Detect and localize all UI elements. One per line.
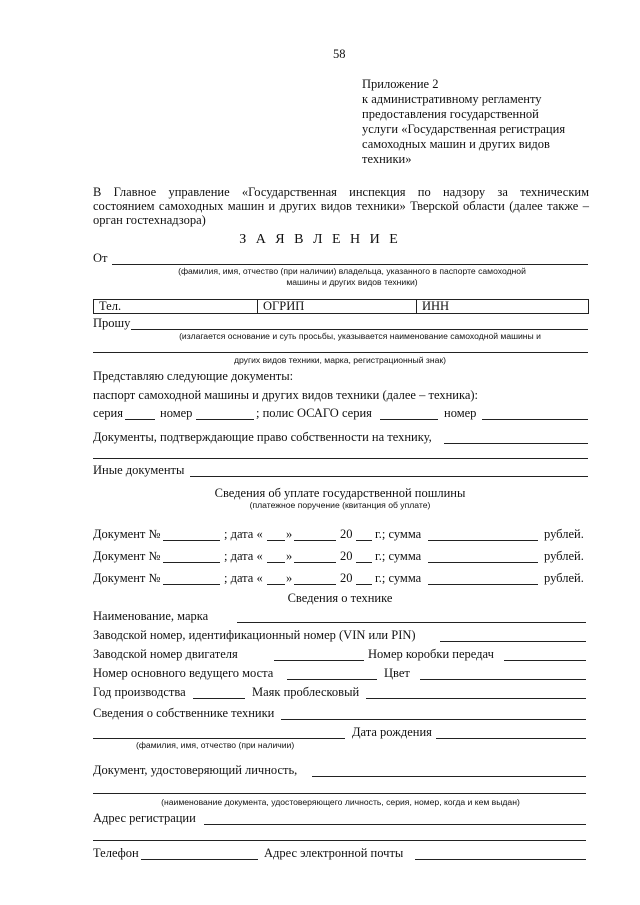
birth-label: Дата рождения — [352, 725, 432, 739]
series-field[interactable] — [125, 419, 155, 420]
address-label: Адрес регистрации — [93, 811, 196, 825]
payment-doc-field[interactable] — [163, 540, 220, 541]
payment-sum-label: г.; сумма — [375, 549, 422, 563]
addressee-line: В Главное управление «Государственная инспекция по надзору за техническим — [93, 185, 589, 199]
other-docs-label: Иные документы — [93, 463, 185, 477]
payment-date-label: ; дата « — [224, 571, 263, 585]
payment-day-field[interactable] — [267, 584, 285, 585]
payment-sum-label: г.; сумма — [375, 527, 422, 541]
phone-cell[interactable] — [93, 299, 258, 314]
payment-doc-label: Документ № — [93, 549, 161, 563]
payment-month-field[interactable] — [294, 562, 336, 563]
other-docs-field[interactable] — [190, 476, 588, 477]
engine-label: Заводской номер двигателя — [93, 647, 238, 661]
year-field[interactable] — [193, 698, 245, 699]
email-field[interactable] — [415, 859, 586, 860]
color-field[interactable] — [420, 679, 586, 680]
payment-date-label: ; дата « — [224, 549, 263, 563]
number-field[interactable] — [196, 419, 254, 420]
owner-label: Сведения о собственнике техники — [93, 706, 275, 720]
payment-date-label: ; дата « — [224, 527, 263, 541]
payment-year-label: 20 — [340, 527, 353, 541]
page-number: 58 — [333, 47, 346, 61]
request-field-2[interactable] — [93, 352, 588, 353]
payment-heading: Сведения об уплате государственной пошлины — [214, 486, 466, 500]
payment-month-field[interactable] — [294, 584, 336, 585]
payment-sum-label: г.; сумма — [375, 571, 422, 585]
ogrip-label: ОГРИП — [263, 299, 305, 313]
addressee-line: орган гостехнадзора) — [93, 213, 206, 227]
payment-doc-label: Документ № — [93, 571, 161, 585]
from-hint: (фамилия, имя, отчество (при наличии) владельца, указанного в паспорте самоходной — [178, 266, 526, 276]
payment-currency: рублей. — [544, 527, 584, 541]
series-label: серия — [93, 406, 123, 420]
appendix-line: самоходных машин и других видов — [362, 137, 550, 151]
engine-field[interactable] — [274, 660, 364, 661]
address-field-2[interactable] — [93, 840, 586, 841]
ownership-field-2[interactable] — [93, 458, 588, 459]
id-doc-field[interactable] — [312, 776, 586, 777]
axle-label: Номер основного ведущего моста — [93, 666, 274, 680]
number-label: номер — [160, 406, 193, 420]
year-label: Год производства — [93, 685, 186, 699]
owner-name-field[interactable] — [93, 738, 345, 739]
from-hint: машины и других видов техники) — [286, 277, 418, 287]
address-field[interactable] — [204, 824, 586, 825]
ogrip-cell[interactable] — [257, 299, 417, 314]
id-doc-hint: (наименование документа, удостоверяющего личность, серия, номер, когда и кем выдан) — [161, 797, 520, 807]
payment-doc-field[interactable] — [163, 562, 220, 563]
payment-day-field[interactable] — [267, 540, 285, 541]
payment-currency: рублей. — [544, 549, 584, 563]
payment-year-field[interactable] — [356, 540, 372, 541]
payment-year-label: 20 — [340, 571, 353, 585]
appendix-line: к административному регламенту — [362, 92, 542, 106]
appendix-line: Приложение 2 — [362, 77, 439, 91]
email-label: Адрес электронной почты — [264, 846, 404, 860]
birth-field[interactable] — [436, 738, 586, 739]
appendix-line: услуги «Государственная регистрация — [362, 122, 566, 136]
inn-label: ИНН — [422, 299, 450, 313]
passport-text: паспорт самоходной машины и других видов техники (далее – техника): — [93, 388, 479, 402]
id-doc-field-2[interactable] — [93, 793, 586, 794]
number2-label: номер — [444, 406, 477, 420]
owner-hint: (фамилия, имя, отчество (при наличии) — [136, 740, 295, 750]
osago-label: ; полис ОСАГО серия — [256, 406, 372, 420]
payment-currency: рублей. — [544, 571, 584, 585]
id-doc-label: Документ, удостоверяющий личность, — [93, 763, 298, 777]
gearbox-field[interactable] — [504, 660, 586, 661]
from-field[interactable] — [112, 264, 588, 265]
payment-quote: » — [286, 527, 293, 541]
payment-month-field[interactable] — [294, 540, 336, 541]
tech-name-field[interactable] — [237, 622, 586, 623]
phone-label: Тел. — [99, 299, 122, 313]
phone-field[interactable] — [141, 859, 258, 860]
ownership-label: Документы, подтверждающие право собственности на технику, — [93, 430, 432, 444]
tech-serial-label: Заводской номер, идентификационный номер (VIN или PIN) — [93, 628, 416, 642]
appendix-line: техники» — [362, 152, 412, 166]
owner-field[interactable] — [281, 719, 586, 720]
payment-day-field[interactable] — [267, 562, 285, 563]
request-hint: других видов техники, марка, регистрационный знак) — [233, 355, 447, 365]
beacon-label: Маяк проблесковый — [252, 685, 360, 699]
payment-year-field[interactable] — [356, 584, 372, 585]
gearbox-label: Номер коробки передач — [368, 647, 494, 661]
request-field[interactable] — [131, 329, 588, 330]
tech-name-label: Наименование, марка — [93, 609, 209, 623]
ownership-field[interactable] — [444, 443, 588, 444]
payment-doc-label: Документ № — [93, 527, 161, 541]
payment-sum-field[interactable] — [428, 540, 538, 541]
payment-sum-field[interactable] — [428, 584, 538, 585]
tech-heading: Сведения о технике — [287, 591, 393, 605]
payment-subheading: (платежное поручение (квитанция об уплате) — [249, 500, 431, 510]
appendix-line: предоставления государственной — [362, 107, 539, 121]
axle-field[interactable] — [287, 679, 377, 680]
request-hint: (излагается основание и суть просьбы, указывается наименование самоходной машины и — [179, 331, 541, 341]
beacon-field[interactable] — [366, 698, 586, 699]
payment-year-label: 20 — [340, 549, 353, 563]
inn-cell[interactable] — [416, 299, 589, 314]
payment-sum-field[interactable] — [428, 562, 538, 563]
tech-serial-field[interactable] — [440, 641, 586, 642]
addressee-line: состоянием самоходных машин и других видов техники» Тверской области (далее также – — [93, 199, 589, 213]
from-label: От — [93, 251, 108, 265]
osago-number-field[interactable] — [482, 419, 588, 420]
osago-series-field[interactable] — [380, 419, 438, 420]
page-title: З А Я В Л Е Н И Е — [239, 232, 401, 247]
payment-year-field[interactable] — [356, 562, 372, 563]
color-label: Цвет — [384, 666, 410, 680]
payment-quote: » — [286, 549, 293, 563]
documents-intro: Представляю следующие документы: — [93, 369, 294, 383]
phone-label-2: Телефон — [93, 846, 139, 860]
payment-quote: » — [286, 571, 293, 585]
request-label: Прошу — [93, 316, 131, 330]
payment-doc-field[interactable] — [163, 584, 220, 585]
